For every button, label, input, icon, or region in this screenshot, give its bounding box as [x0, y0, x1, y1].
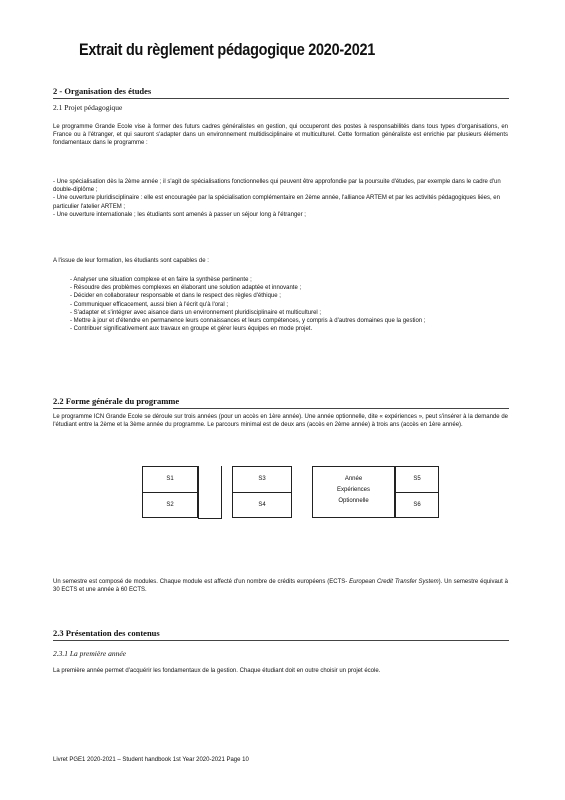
- section-heading-forme: 2.2 Forme générale du programme: [53, 396, 180, 406]
- credits-text: ). Un semestre équivaut à 30 ECTS et une année à 60 ECTS.: [53, 579, 508, 594]
- list-item: - Communiquer efficacement, aussi bien à l'écrit qu'à l'oral ;: [70, 301, 229, 308]
- semester-s4: S4: [258, 502, 266, 508]
- subsection-heading-projet: 2.1 Projet pédagogique: [53, 103, 123, 112]
- semester-s6: S6: [413, 502, 421, 508]
- optional-year-label: Optionnelle: [338, 498, 369, 504]
- capabilities-list: [70, 276, 510, 333]
- section-heading-presentation: 2.3 Présentation des contenus: [53, 628, 160, 638]
- subsection-heading-premiere-annee: 2.3.1 La première année: [53, 649, 126, 658]
- credits-paragraph: [53, 578, 508, 594]
- credits-text: Un semestre est composé de modules. Chaque module est affecté d'un nombre de crédits européens (ECTS-: [53, 579, 350, 585]
- capabilities-intro: A l'issue de leur formation, les étudiants sont capables de :: [53, 258, 209, 264]
- semester-s3: S3: [258, 476, 266, 482]
- program-elements-list: [53, 178, 508, 219]
- semester-s5: S5: [413, 476, 421, 482]
- list-item: - Une ouverture internationale ; les étudiants sont amenés à passer un séjour long à l'étranger ;: [53, 211, 306, 218]
- intro-paragraph: Le programme Grande Ecole vise à former des futurs cadres généralistes en gestion, qui occuperont des postes à responsabilités dans tous types d'organisations, en France ou à l'étranger, et qui sauront s'adapter dans un environnement multidisciplinaire et multiculturel. Cette formation généraliste est enrichie par plusieurs éléments fondamentaux dans le programme :: [53, 124, 508, 147]
- list-item: - Résoudre des problèmes complexes en élaborant une solution adaptée et innovante ;: [70, 285, 302, 292]
- page-title: Extrait du règlement pédagogique 2020-2021: [79, 40, 376, 59]
- list-item: - Décider en collaborateur responsable et dans le respect des règles d'éthique ;: [70, 293, 281, 300]
- semester-s1: S1: [166, 476, 174, 482]
- semester-s2: S2: [166, 502, 174, 508]
- divider: [221, 466, 222, 518]
- divider: [232, 492, 292, 493]
- divider: [142, 492, 198, 493]
- list-item: - Contribuer significativement aux travaux en groupe et gérer leurs équipes en mode projet.: [70, 326, 313, 333]
- section-heading-organisation: 2 - Organisation des études: [53, 86, 152, 96]
- optional-year-label: Année: [344, 476, 363, 482]
- first-year-paragraph: La première année permet d'acquérir les fondamentaux de la gestion. Chaque étudiant doit en outre choisir un projet école.: [53, 668, 381, 674]
- divider: [198, 466, 199, 518]
- section-rule: [53, 640, 509, 641]
- page-footer: Livret PGE1 2020-2021 – Student handbook 1st Year 2020-2021 Page 10: [53, 757, 249, 763]
- section-rule: [53, 408, 509, 409]
- section-rule: [53, 98, 509, 99]
- list-item: - Analyser une situation complexe et en faire la synthèse pertinente ;: [70, 277, 252, 283]
- program-form-paragraph: Le programme ICN Grande Ecole se déroule sur trois années (pour un accès en 1ère année). Une année optionnelle, dite « expériences », peut s'insérer à la demande de l'étudiant entre la 2ème et la 3ème année du programme. Le parcours minimal est de deux ans (accès en 2ème année) à trois ans (accès en 1ère année).: [53, 414, 508, 429]
- divider: [198, 518, 222, 519]
- ects-expansion: European Credit Transfer System: [349, 579, 439, 585]
- optional-year-label: Expériences: [336, 487, 371, 493]
- list-item: - S'adapter et s'intégrer avec aisance dans un environnement pluridisciplinaire et multiculturel ;: [70, 309, 322, 316]
- list-item: - Une ouverture pluridisciplinaire : elle est encouragée par la spécialisation complémentaire en 2ème année, l'alliance ARTEM et par les activités pédagogiques liées, en particulier l'atelier ARTEM ;: [53, 195, 500, 210]
- divider: [395, 492, 439, 493]
- list-item: - Une spécialisation dès la 2ème année ; il s'agit de spécialisations fonctionnelles qui peuvent être approfondie par la poursuite d'études, par exemple dans le cadre d'un double-diplôme ;: [53, 179, 501, 194]
- list-item: - Mettre à jour et d'étendre en permanence leurs connaissances et leurs compétences, y compris à d'autres domaines que la gestion ;: [70, 318, 426, 325]
